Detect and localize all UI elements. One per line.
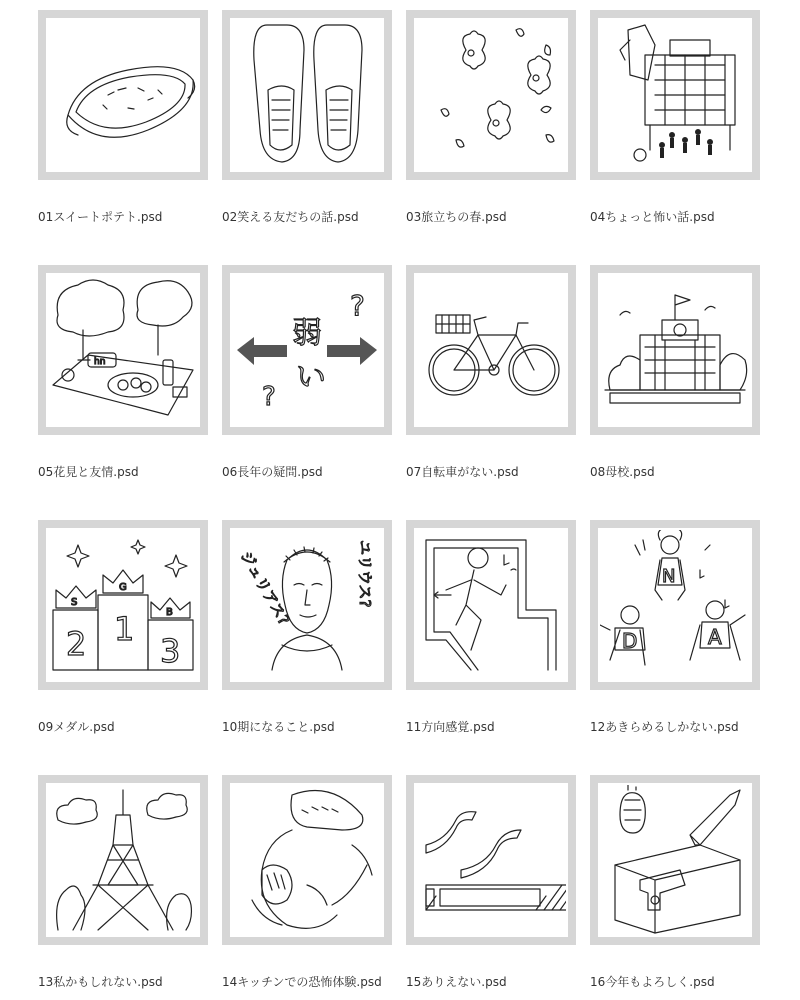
trojan-horse-illustration [590, 10, 760, 180]
podium-crowns-illustration [38, 520, 208, 690]
file-name: 04ちょっと怖い話.psd [590, 210, 715, 224]
file-name: 03旅立ちの春.psd [406, 210, 507, 224]
art-text: A [708, 625, 722, 649]
art-text: S [71, 597, 78, 608]
boots-illustration [222, 10, 392, 180]
art-text: N [662, 566, 676, 587]
file-name: 12あきらめるしかない.psd [590, 720, 739, 734]
art-text: 1 [114, 610, 135, 648]
dancing-people-illustration [590, 520, 760, 690]
file-name: 16今年もよろしく.psd [590, 975, 715, 989]
hanami-picnic-illustration [38, 265, 208, 435]
waves-bar-illustration [406, 775, 576, 945]
file-tile[interactable] [406, 775, 576, 990]
art-text: 弱 [292, 316, 322, 351]
file-tile[interactable] [222, 265, 392, 480]
file-tile[interactable] [590, 265, 760, 480]
art-text: B [166, 607, 173, 618]
caesar-bust-illustration [222, 520, 392, 690]
sweet-potato-illustration [38, 10, 208, 180]
art-text: ジュリアス? [236, 548, 294, 629]
file-name: 02笑える友だちの話.psd [222, 210, 359, 224]
file-name: 01スイートポテト.psd [38, 210, 163, 224]
file-tile[interactable] [38, 265, 208, 480]
file-name: 07自転車がない.psd [406, 465, 519, 479]
art-text: 3 [160, 632, 181, 670]
art-text: 2 [66, 625, 87, 663]
file-name: 10期になること.psd [222, 720, 335, 734]
art-text: ? [262, 382, 276, 412]
art-text: い [296, 360, 326, 395]
file-tile[interactable] [406, 10, 576, 225]
file-tile[interactable] [222, 775, 392, 990]
file-tile[interactable] [222, 520, 392, 735]
file-name: 13私かもしれない.psd [38, 975, 163, 989]
file-tile[interactable] [406, 265, 576, 480]
file-name: 15ありえない.psd [406, 975, 507, 989]
art-text: hn [94, 357, 106, 367]
file-tile[interactable] [38, 520, 208, 735]
bicycle-illustration [406, 265, 576, 435]
file-name: 11方向感覚.psd [406, 720, 495, 734]
art-text: ? [350, 289, 365, 322]
file-name: 06長年の疑問.psd [222, 465, 323, 479]
art-text: ユリウス? [356, 540, 374, 608]
art-text: D [622, 629, 638, 653]
file-tile[interactable] [590, 10, 760, 225]
file-tile[interactable] [590, 775, 760, 990]
file-tile[interactable] [38, 10, 208, 225]
file-name: 08母校.psd [590, 465, 655, 479]
file-tile[interactable] [406, 520, 576, 735]
file-tile[interactable] [590, 520, 760, 735]
cherry-blossom-illustration [406, 10, 576, 180]
alien-illustration [222, 775, 392, 945]
file-tile[interactable] [38, 775, 208, 990]
file-tile[interactable] [222, 10, 392, 225]
file-name: 14キッチンでの恐怖体験.psd [222, 975, 382, 989]
school-building-illustration [590, 265, 760, 435]
arrows-question-illustration [222, 265, 392, 435]
box-gun-illustration [590, 775, 760, 945]
tower-illustration [38, 775, 208, 945]
file-name: 09メダル.psd [38, 720, 115, 734]
exit-sign-illustration [406, 520, 576, 690]
file-name: 05花見と友情.psd [38, 465, 139, 479]
art-text: G [119, 582, 127, 593]
